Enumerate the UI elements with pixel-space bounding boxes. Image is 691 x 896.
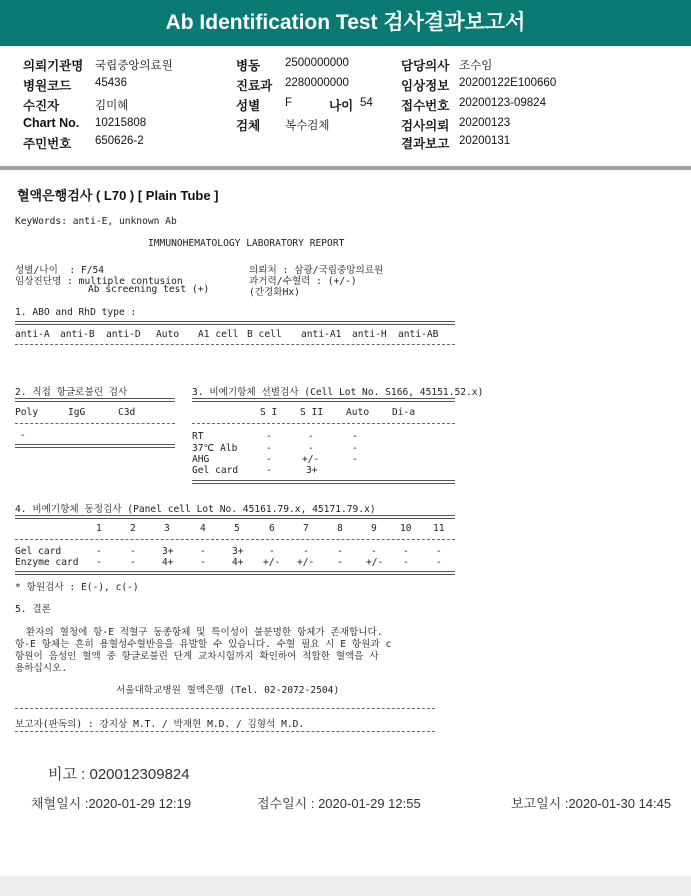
dat-header-1: IgG bbox=[68, 407, 86, 418]
screen-cell: - bbox=[266, 431, 272, 442]
divider bbox=[15, 321, 455, 325]
panel-cell: - bbox=[96, 546, 102, 557]
panel-cell: - bbox=[200, 546, 206, 557]
screen-cell: - bbox=[352, 454, 358, 465]
abo-header-6: anti-A1 bbox=[301, 329, 342, 340]
dat-header-0: Poly bbox=[15, 407, 39, 418]
screen-cell: - bbox=[352, 443, 358, 454]
remark: 비고 : 020012309824 bbox=[48, 766, 190, 783]
patient-value: 김미혜 bbox=[95, 100, 129, 112]
panel-cell: - bbox=[403, 557, 409, 568]
panel-col: 2 bbox=[130, 523, 136, 534]
divider bbox=[192, 423, 455, 424]
screen-cell: - bbox=[352, 431, 358, 442]
age-value: 54 bbox=[360, 97, 373, 109]
divider bbox=[15, 731, 435, 732]
panel-col: 3 bbox=[164, 523, 170, 534]
rrn-label: 주민번호 bbox=[23, 137, 72, 151]
screen-cell: - bbox=[308, 443, 314, 454]
screen-cell: - bbox=[266, 465, 272, 476]
screen-row-name: Gel card bbox=[192, 465, 239, 476]
divider bbox=[15, 344, 455, 345]
panel-cell: - bbox=[269, 546, 275, 557]
hospital-label: 의뢰기관명 bbox=[23, 59, 84, 73]
reported-time: 보고일시 :2020-01-30 14:45 bbox=[511, 796, 672, 811]
rrn-value: 650626-2 bbox=[95, 135, 144, 147]
screen-row-name: 37℃ Alb bbox=[192, 443, 238, 454]
panel-col: 7 bbox=[303, 523, 309, 534]
age-label: 나이 bbox=[329, 99, 354, 113]
panel-cell: - bbox=[371, 546, 377, 557]
conclusion-line: 항-E 항체는 흔히 용혈성수혈반응을 유발할 수 있습니다. 수혈 필요 시 E 항원과 c bbox=[15, 639, 392, 650]
panel-cell: - bbox=[200, 557, 206, 568]
panel-cell: - bbox=[436, 557, 442, 568]
divider bbox=[15, 444, 175, 448]
divider bbox=[192, 398, 455, 402]
panel-title: 4. 비예기항체 동정검사 (Panel cell Lot No. 45161.79.x, 45171.79.x) bbox=[15, 504, 376, 515]
abo-header-5: B cell bbox=[247, 329, 282, 340]
screen-header-2: Auto bbox=[346, 407, 370, 418]
referrer: 의뢰처 : 삼광/국립중앙의료원 bbox=[249, 265, 384, 276]
panel-col: 11 bbox=[433, 523, 445, 534]
code-value: 45436 bbox=[95, 77, 127, 89]
lab-title: IMMUNOHEMATOLOGY LABORATORY REPORT bbox=[148, 238, 345, 249]
code-label: 병원코드 bbox=[23, 79, 72, 93]
screen-row-name: AHG bbox=[192, 454, 210, 465]
abo-title: 1. ABO and RhD type : bbox=[15, 307, 137, 318]
report-label: 결과보고 bbox=[401, 137, 450, 151]
divider bbox=[15, 515, 455, 519]
panel-cell: 4+ bbox=[162, 557, 174, 568]
doctor-label: 담당의사 bbox=[401, 59, 450, 73]
panel-col: 6 bbox=[269, 523, 275, 534]
dept-label: 진료과 bbox=[236, 79, 273, 93]
conclusion-title: 5. 결론 bbox=[15, 604, 51, 615]
diagnosis: 임상진단명 : multiple contusion bbox=[15, 276, 183, 287]
screen-cell: - bbox=[266, 454, 272, 465]
divider bbox=[15, 423, 175, 424]
receipt-value: 20200123-09824 bbox=[459, 97, 546, 109]
panel-cell: - bbox=[436, 546, 442, 557]
panel-cell: - bbox=[96, 557, 102, 568]
blood-bank: 서울대학교병원 혈액은행 (Tel. 02-2072-2504) bbox=[116, 685, 340, 696]
panel-cell: +/- bbox=[263, 557, 281, 568]
screen-cell: - bbox=[266, 443, 272, 454]
panel-cell: +/- bbox=[297, 557, 315, 568]
divider bbox=[192, 480, 455, 484]
screen-cell: - bbox=[308, 431, 314, 442]
panel-cell: 4+ bbox=[232, 557, 244, 568]
clinical-value: 20200122E100660 bbox=[459, 77, 557, 89]
history-2: (간경화Hx) bbox=[249, 287, 300, 298]
panel-cell: - bbox=[130, 557, 136, 568]
chart-label: Chart No. bbox=[23, 116, 80, 130]
chart-value: 10215808 bbox=[95, 117, 147, 129]
abo-header-0: anti-A bbox=[15, 329, 50, 340]
sex-age: 성별/나이 : F/54 bbox=[15, 265, 105, 276]
reporter: 보고자(판독의) : 강지상 M.T. / 박재현 M.D. / 김형석 M.D. bbox=[15, 719, 305, 730]
diagnosis-2: Ab screening test (+) bbox=[88, 284, 210, 295]
history: 과거력/수혈력 : (+/-) bbox=[249, 276, 357, 287]
patient-info-panel bbox=[0, 48, 691, 170]
panel-col: 9 bbox=[371, 523, 377, 534]
panel-cell: +/- bbox=[366, 557, 384, 568]
abo-header-7: anti-H bbox=[352, 329, 387, 340]
panel-row-name: Enzyme card bbox=[15, 557, 79, 568]
panel-col: 4 bbox=[200, 523, 206, 534]
screen-header-3: Di-a bbox=[392, 407, 416, 418]
panel-cell: 3+ bbox=[232, 546, 244, 557]
patient-label: 수진자 bbox=[23, 99, 60, 113]
panel-row-name: Gel card bbox=[15, 546, 62, 557]
screen-title: 3. 비예기항체 선별검사 (Cell Lot No. S166, 45151.52.x) bbox=[192, 387, 484, 398]
conclusion-line: 환자의 혈청에 항-E 적혈구 동종항체 및 특이성이 불분명한 항체가 존재합니다. bbox=[26, 627, 383, 638]
abo-header-1: anti-B bbox=[60, 329, 95, 340]
screen-header-0: S I bbox=[260, 407, 278, 418]
specimen-label: 검체 bbox=[236, 119, 261, 133]
abo-header-8: anti-AB bbox=[398, 329, 439, 340]
receipt-label: 접수번호 bbox=[401, 99, 450, 113]
screen-header-1: S II bbox=[300, 407, 324, 418]
panel-cell: - bbox=[403, 546, 409, 557]
panel-cell: - bbox=[337, 546, 343, 557]
test-title: 혈액은행검사 ( L70 ) [ Plain Tube ] bbox=[17, 188, 219, 203]
abo-header-4: A1 cell bbox=[198, 329, 239, 340]
antigen-note: * 항원검사 : E(-), c(-) bbox=[15, 582, 139, 593]
panel-col: 10 bbox=[400, 523, 412, 534]
ward-label: 병동 bbox=[236, 59, 261, 73]
divider bbox=[15, 398, 175, 402]
request-value: 20200123 bbox=[459, 117, 511, 129]
screen-row-name: RT bbox=[192, 431, 204, 442]
conclusion-line: 항원이 음성인 혈액 중 항글로불린 단계 교차시험까지 확인하여 적합한 혈액을 사 bbox=[15, 651, 379, 662]
specimen-value: 복수검체 bbox=[285, 120, 330, 132]
panel-cell: - bbox=[130, 546, 136, 557]
panel-col: 5 bbox=[234, 523, 240, 534]
dat-header-2: C3d bbox=[118, 407, 136, 418]
panel-cell: 3+ bbox=[162, 546, 174, 557]
divider bbox=[15, 539, 455, 540]
abo-header-3: Auto bbox=[156, 329, 180, 340]
report-value: 20200131 bbox=[459, 135, 511, 147]
keywords: KeyWords: anti-E, unknown Ab bbox=[15, 216, 177, 227]
divider bbox=[15, 571, 455, 575]
collected-time: 채혈일시 :2020-01-29 12:19 bbox=[31, 796, 192, 811]
sex-value: F bbox=[285, 97, 293, 109]
dat-title: 2. 직접 항글로불린 검사 bbox=[15, 387, 128, 398]
report-title: Ab Identification Test 검사결과보고서 bbox=[0, 0, 691, 46]
dat-value: - bbox=[20, 430, 26, 441]
panel-cell: - bbox=[303, 546, 309, 557]
received-time: 접수일시 : 2020-01-29 12:55 bbox=[257, 796, 421, 811]
screen-cell: +/- bbox=[302, 454, 320, 465]
clinical-label: 임상정보 bbox=[401, 79, 450, 93]
doctor-value: 조수임 bbox=[459, 60, 493, 72]
panel-col: 1 bbox=[96, 523, 102, 534]
screen-cell: 3+ bbox=[306, 465, 318, 476]
report-body bbox=[0, 170, 691, 876]
panel-cell: - bbox=[337, 557, 343, 568]
sex-label: 성별 bbox=[236, 99, 261, 113]
bottom-bar bbox=[0, 876, 691, 896]
conclusion-line: 용하십시오. bbox=[15, 663, 68, 674]
hospital-value: 국립중앙의료원 bbox=[95, 60, 173, 72]
ward-value: 2500000000 bbox=[285, 57, 349, 69]
dept-value: 2280000000 bbox=[285, 77, 349, 89]
request-label: 검사의뢰 bbox=[401, 119, 450, 133]
divider bbox=[15, 708, 435, 709]
panel-col: 8 bbox=[337, 523, 343, 534]
abo-header-2: anti-D bbox=[106, 329, 141, 340]
